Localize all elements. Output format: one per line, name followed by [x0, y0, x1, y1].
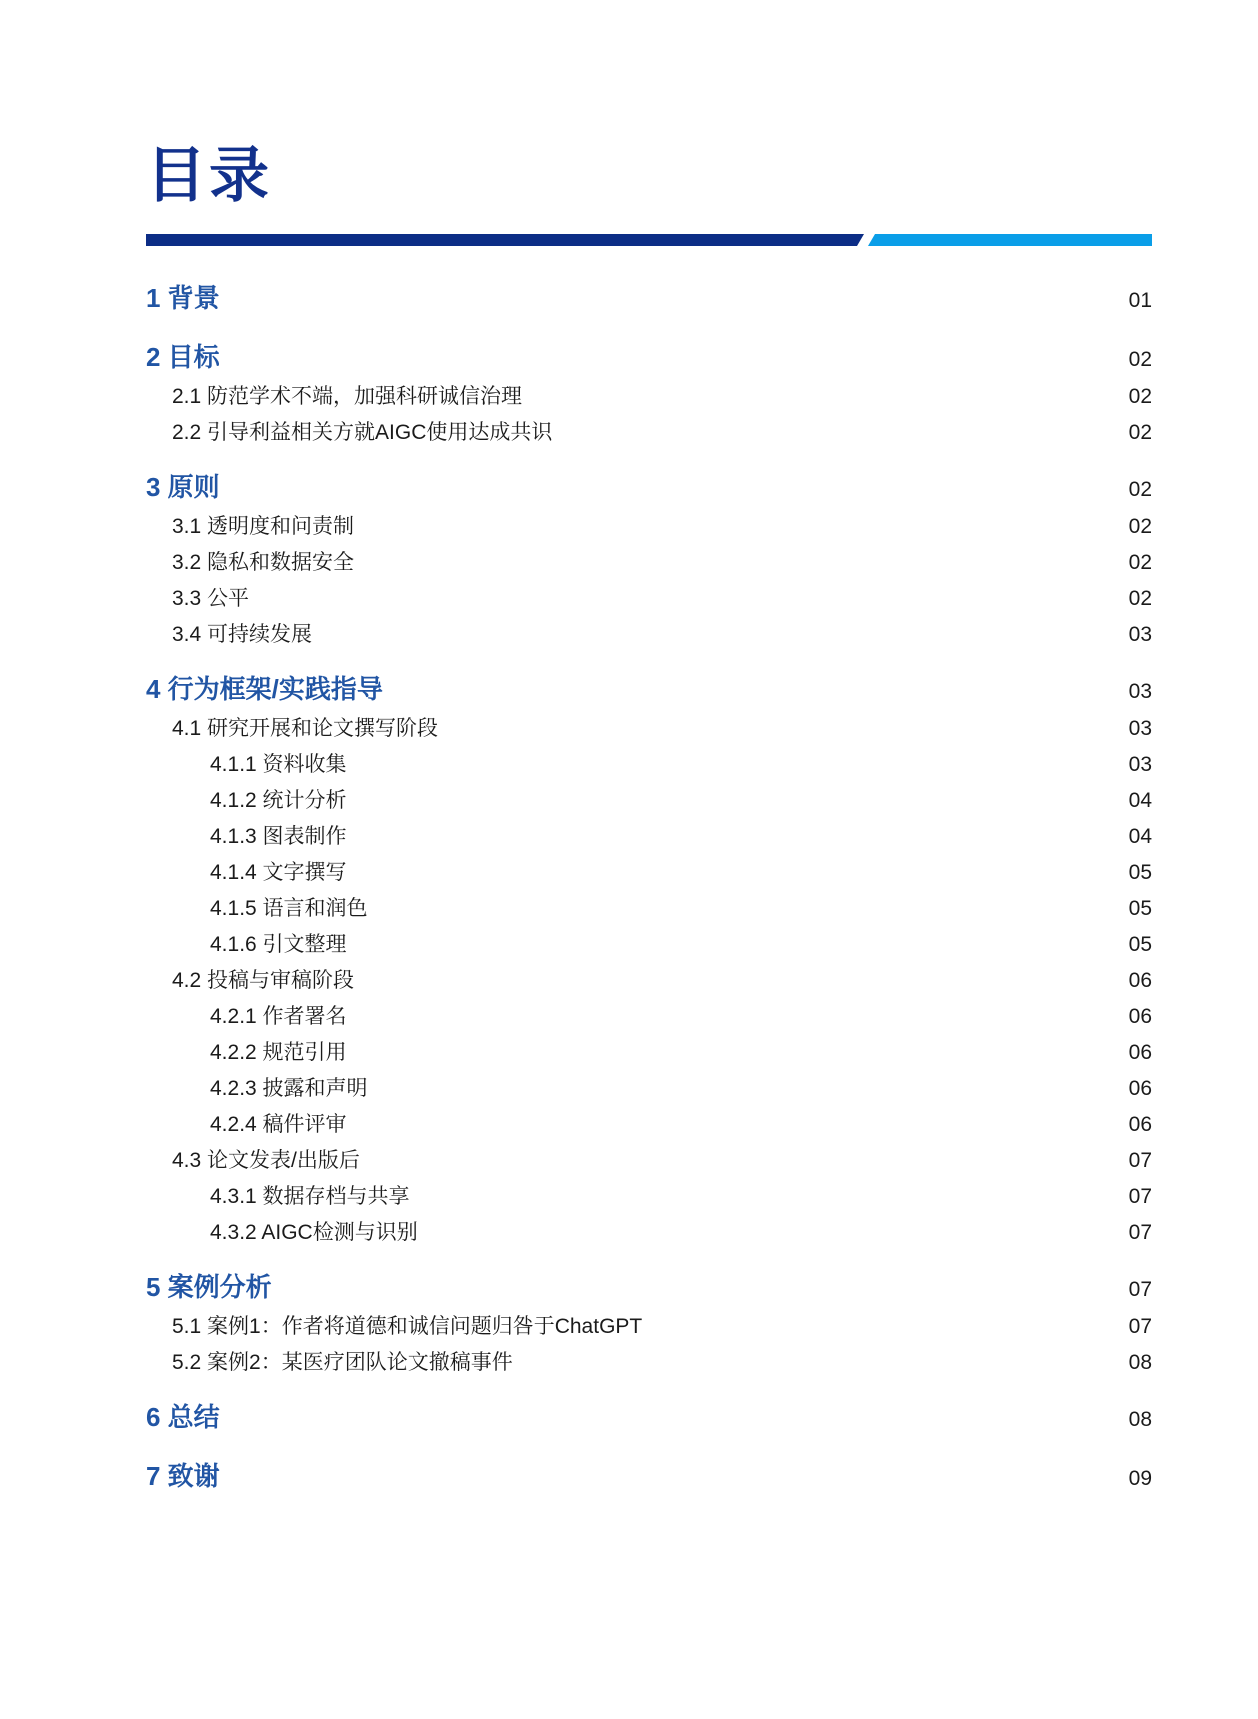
toc-entry-page: 06 [1128, 1041, 1152, 1064]
toc-entry-label: 4.2.1 作者署名 [210, 1005, 347, 1028]
toc-entry[interactable] [146, 623, 1152, 647]
toc-entry[interactable] [146, 1149, 1152, 1173]
toc-entry-label: 3.3 公平 [172, 587, 250, 610]
toc-entry-label: 2.1 防范学术不端，加强科研诚信治理 [172, 385, 523, 408]
toc-entry[interactable] [146, 385, 1152, 409]
toc-entry-page: 05 [1128, 861, 1152, 884]
toc-entry-label: 4.2.2 规范引用 [210, 1041, 347, 1064]
toc-entry[interactable] [146, 1351, 1152, 1375]
toc-entry-page: 08 [1128, 1351, 1152, 1374]
toc-entry-page: 02 [1128, 421, 1152, 444]
title-bar-light-segment [868, 234, 1152, 246]
toc-entry-page: 02 [1128, 515, 1152, 538]
toc-entry-page: 04 [1128, 789, 1152, 812]
toc-entry[interactable] [146, 669, 1152, 706]
title-bar-dark-segment [146, 234, 864, 246]
toc-entry-page: 03 [1128, 753, 1152, 776]
toc-entry[interactable] [146, 1077, 1152, 1101]
toc-entry[interactable] [146, 1397, 1152, 1434]
toc-entry-label: 4.3.1 数据存档与共享 [210, 1185, 410, 1208]
toc-entry-page: 02 [1128, 348, 1152, 371]
toc-entry-label: 7 致谢 [146, 1461, 220, 1491]
toc-entry[interactable] [146, 717, 1152, 741]
toc-entry-label: 2.2 引导利益相关方就AIGC使用达成共识 [172, 421, 553, 444]
toc-entry-page: 02 [1128, 478, 1152, 501]
toc-entry[interactable] [146, 753, 1152, 777]
toc-entry-label: 4.1 研究开展和论文撰写阶段 [172, 717, 439, 740]
toc-entry-label: 4.1.5 语言和润色 [210, 897, 368, 920]
page-title: 目录 [146, 142, 272, 209]
toc-entry-label: 3.4 可持续发展 [172, 623, 313, 646]
toc-entry-page: 01 [1128, 289, 1152, 312]
toc-entry[interactable] [146, 1221, 1152, 1245]
toc-entry[interactable] [146, 337, 1152, 374]
toc-entry[interactable] [146, 861, 1152, 885]
toc-entry-page: 02 [1128, 551, 1152, 574]
toc-entry-page: 03 [1128, 623, 1152, 646]
toc-entry-page: 07 [1128, 1185, 1152, 1208]
toc-entry-page: 07 [1128, 1221, 1152, 1244]
toc-entry-label: 4.1.4 文字撰写 [210, 861, 347, 884]
toc-entry-page: 06 [1128, 969, 1152, 992]
toc-entry[interactable] [146, 1456, 1152, 1493]
toc-entry-label: 4.2 投稿与审稿阶段 [172, 969, 355, 992]
toc-entry-page: 06 [1128, 1005, 1152, 1028]
toc-entry-label: 4 行为框架/实践指导 [146, 674, 383, 704]
toc-entry[interactable] [146, 1113, 1152, 1137]
toc-entry[interactable] [146, 1185, 1152, 1209]
toc-entry-label: 2 目标 [146, 342, 220, 372]
toc-entry-page: 07 [1128, 1315, 1152, 1338]
toc-entry[interactable] [146, 933, 1152, 957]
toc-entry-label: 3 原则 [146, 472, 220, 502]
toc-entry-label: 6 总结 [146, 1402, 220, 1432]
toc-entry-label: 4.2.3 披露和声明 [210, 1077, 368, 1100]
toc-entry-page: 09 [1128, 1467, 1152, 1490]
toc-list [146, 278, 1152, 1493]
toc-entry-label: 4.1.6 引文整理 [210, 933, 347, 956]
toc-entry-page: 05 [1128, 897, 1152, 920]
toc-entry[interactable] [146, 278, 1152, 315]
toc-entry-label: 4.1.2 统计分析 [210, 789, 347, 812]
toc-entry[interactable] [146, 825, 1152, 849]
toc-entry-page: 08 [1128, 1408, 1152, 1431]
toc-entry[interactable] [146, 421, 1152, 445]
toc-entry[interactable] [146, 1041, 1152, 1065]
toc-entry-label: 4.2.4 稿件评审 [210, 1113, 347, 1136]
toc-entry-label: 1 背景 [146, 283, 220, 313]
toc-entry-page: 03 [1128, 680, 1152, 703]
toc-entry-page: 03 [1128, 717, 1152, 740]
toc-entry-label: 4.3 论文发表/出版后 [172, 1149, 360, 1172]
title-underline-bar [146, 234, 1152, 246]
toc-entry[interactable] [146, 551, 1152, 575]
toc-entry-page: 04 [1128, 825, 1152, 848]
toc-entry[interactable] [146, 587, 1152, 611]
toc-entry-page: 05 [1128, 933, 1152, 956]
toc-entry-page: 07 [1128, 1149, 1152, 1172]
toc-entry-page: 07 [1128, 1278, 1152, 1301]
toc-entry[interactable] [146, 1315, 1152, 1339]
toc-entry-page: 06 [1128, 1113, 1152, 1136]
toc-entry-page: 06 [1128, 1077, 1152, 1100]
toc-entry[interactable] [146, 1267, 1152, 1304]
toc-entry[interactable] [146, 515, 1152, 539]
toc-entry[interactable] [146, 969, 1152, 993]
toc-entry-label: 4.1.1 资料收集 [210, 753, 347, 776]
toc-entry[interactable] [146, 1005, 1152, 1029]
toc-entry-label: 5 案例分析 [146, 1272, 272, 1302]
toc-entry[interactable] [146, 467, 1152, 504]
toc-entry-label: 5.2 案例2：某医疗团队论文撤稿事件 [172, 1351, 513, 1374]
toc-entry[interactable] [146, 789, 1152, 813]
toc-entry-page: 02 [1128, 385, 1152, 408]
toc-entry-label: 3.1 透明度和问责制 [172, 515, 355, 538]
toc-entry-label: 4.3.2 AIGC检测与识别 [210, 1221, 418, 1244]
toc-entry-page: 02 [1128, 587, 1152, 610]
toc-entry-label: 3.2 隐私和数据安全 [172, 551, 355, 574]
toc-entry-label: 5.1 案例1：作者将道德和诚信问题归咎于ChatGPT [172, 1315, 643, 1338]
toc-entry[interactable] [146, 897, 1152, 921]
toc-entry-label: 4.1.3 图表制作 [210, 825, 347, 848]
